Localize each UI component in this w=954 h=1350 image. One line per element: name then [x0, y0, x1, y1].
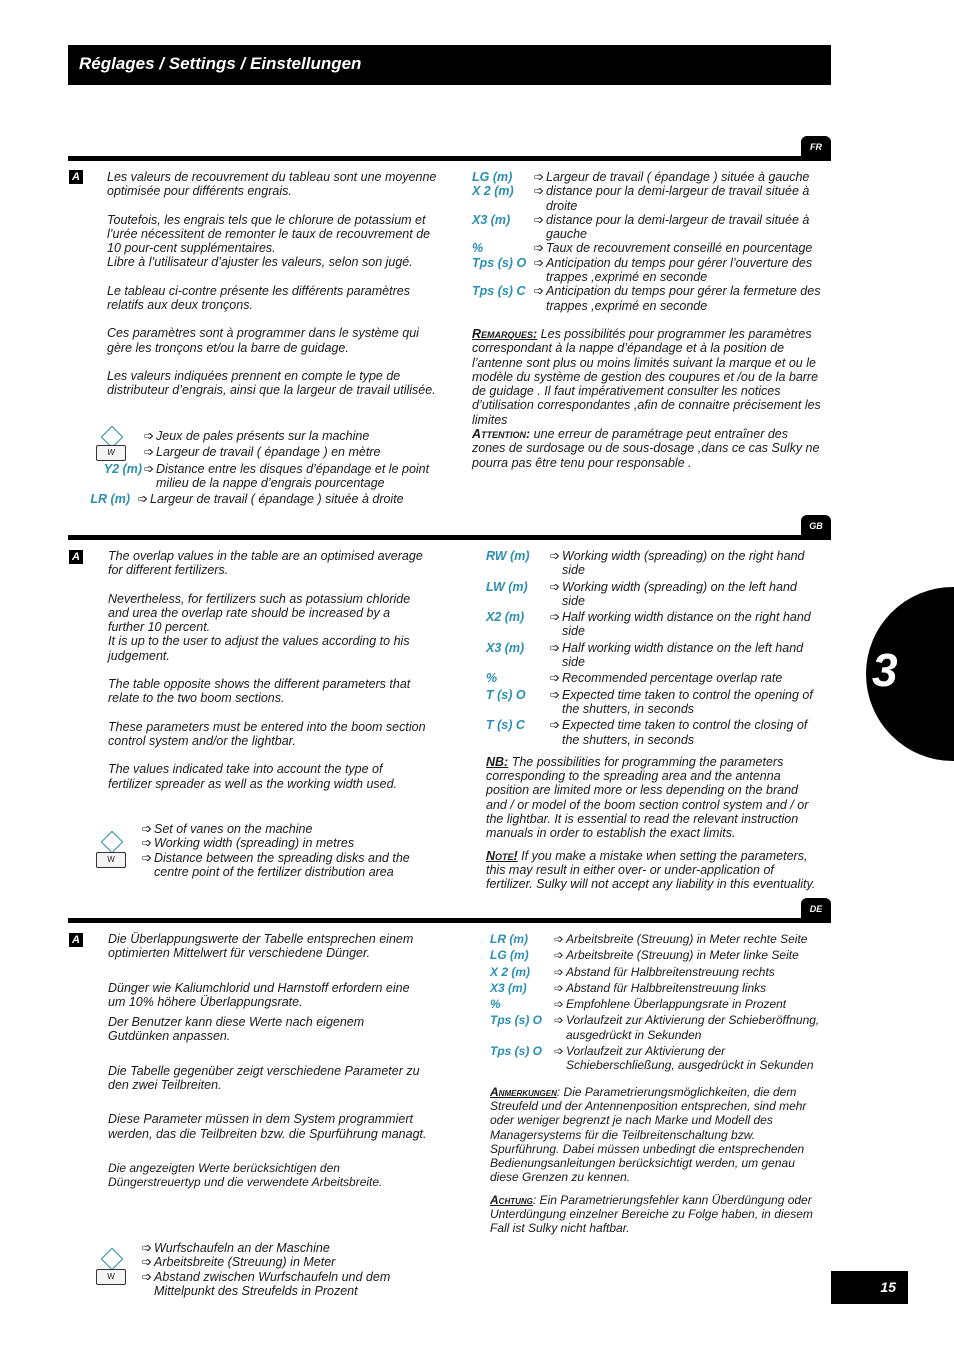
- de-achtung: [490, 1193, 820, 1236]
- de-para-2: Dünger wie Kaliumchlorid und Harnstoff erfordern eine um 10% höhere Überlappungsrate.: [108, 980, 410, 1009]
- gb-para-1: The overlap values in the table are an optimised average for different fertilizers.: [108, 549, 423, 578]
- de-right-column: [490, 932, 820, 1236]
- gb-def-row: X3 (m) ➩ Half working width distance on the left hand side: [486, 640, 804, 670]
- de-para-6: Die angezeigten Werte berücksichtigen den Düngerstreuertyp und die verwendete Arbeitsbreite.: [108, 1160, 383, 1190]
- gb-def-row: RW (m) ➩ Working width (spreading) on the right hand side: [486, 549, 805, 578]
- gb-note-text: If you make a mistake when setting the parameters, this may result in either over- or under-application of fertilizer. Sulky will not accept any liability in this eventuality.: [486, 848, 816, 892]
- de-def-row: Tps (s) O ➩ Vorlaufzeit zur Aktivierung der Schieberschließung, ausgedrückt in Sekunden: [490, 1044, 814, 1073]
- fr-legend-code-lr: LR (m): [90, 492, 130, 507]
- gb-def-row: X2 (m) ➩ Half working width distance on the right hand side: [486, 610, 811, 639]
- de-def-row: X3 (m) ➩ Abstand für Halbbreitenstreuung links: [490, 980, 767, 995]
- de-left-column: [108, 932, 428, 1204]
- working-width-icon: W: [96, 445, 126, 461]
- fr-def-row: Tps (s) O ➩ Anticipation du temps pour gérer l’ouverture des trappes ,exprimé en seconde: [472, 255, 813, 285]
- fr-remarks: [472, 327, 822, 427]
- fr-legend-code-y2: Y2 (m): [103, 461, 142, 476]
- fr-legend-text-1: Jeux de pales présents sur la machine: [156, 429, 370, 443]
- fr-para-5: Ces paramètres sont à programmer dans le système qui gère les tronçons et/ou la barre de guidage.: [107, 326, 419, 355]
- fr-def-row: Tps (s) C ➩ Anticipation du temps pour gérer la fermeture des trappes ,exprimé en seconde: [472, 284, 821, 313]
- page-title: Réglages / Settings / Einstellungen: [79, 54, 362, 73]
- de-legend-row-2: ➩ Arbeitsbreite (Streuung) in Meter: [141, 1255, 336, 1270]
- fr-para-2: Toutefois, les engrais tels que le chlorure de potassium et l’urée nécessitent de remonter le taux de recouvrement de 10 pour-cent supplémentaires.: [107, 212, 431, 256]
- fr-def-row: X3 (m) ➩ distance pour la demi-largeur de travail située à gauche: [472, 212, 810, 242]
- fr-attention-text: une erreur de paramétrage peut entraîner des zones de surdosage ou de sous-dosage ,dans ce cas Sulky ne pourra pas être tenu pour responsable .: [472, 427, 820, 470]
- de-def-row: LR (m) ➩ Arbeitsbreite (Streuung) in Meter rechte Seite: [490, 932, 808, 946]
- fr-para-3: Libre à l’utilisateur d’ajuster les valeurs, selon son jugé.: [107, 255, 413, 270]
- fr-para-1: Les valeurs de recouvrement du tableau sont une moyenne optimisée pour différents engrais.: [107, 170, 437, 199]
- lang-tab-de: DE: [801, 898, 831, 920]
- gb-para-6: The values indicated take into account the type of fertilizer spreader as well as the working width used.: [108, 762, 398, 791]
- fr-def-row: % ➩ Taux de recouvrement conseillé en pourcentage: [472, 241, 813, 256]
- de-anmerkungen-text: : Die Parametrierungsmöglichkeiten, die dem Streufeld und der Antennenposition entsprechen, sind mehr oder weniger begrenzt je nach Marke und Modell des Managersystems für die Teilbreitenschaltung bzw. Spurführung. Dabei müssen unbedingt die entsprechenden Bedienungsanleitungen berücksichtigt werden, um genau diese Grenzen zu kennen.: [490, 1084, 807, 1185]
- section-marker-de: A: [69, 933, 83, 947]
- section-divider-gb: [68, 535, 831, 540]
- working-width-icon: W: [96, 1269, 126, 1285]
- fr-para-6: Les valeurs indiquées prennent en compte le type de distributeur d’engrais, ainsi que la largeur de travail utilisée.: [107, 368, 436, 398]
- gb-nb-text: The possibilities for programming the parameters corresponding to the spreading area and the antenna position are limited more or less depending on the brand and / or model of the boom section control system and / or the lightbar. It is essential to read the relevant instruction manuals in order to establish the exact limits.: [486, 754, 809, 841]
- fr-legend-row-4: LR (m) ➩ Largeur de travail ( épandage ) située à droite: [82, 492, 432, 506]
- fr-legend-text-2: Largeur de travail ( épandage ) en mètre: [156, 445, 381, 460]
- fr-attention: [472, 427, 822, 470]
- page-header-bar: [68, 45, 831, 85]
- gb-nb-label: NB:: [486, 754, 509, 769]
- section-divider-de: [68, 918, 831, 923]
- de-legend: [94, 1241, 424, 1298]
- chapter-number: 3: [872, 644, 898, 696]
- fr-legend-row-2: W ➩ Largeur de travail ( épandage ) en mètre: [82, 445, 432, 459]
- de-def-row: Tps (s) O ➩ Vorlaufzeit zur Aktivierung der Schieberöffnung, ausgedrückt in Sekunden: [490, 1013, 820, 1042]
- page-number: 15: [831, 1271, 908, 1304]
- fr-legend: [82, 429, 432, 506]
- fr-right-column: [472, 170, 822, 470]
- gb-right-column: [486, 549, 816, 892]
- de-anmerkungen-label: Anmerkungen: [490, 1084, 557, 1099]
- de-para-1: Die Überlappungswerte der Tabelle entsprechen einem optimierten Mittelwert für verschiedene Dünger.: [108, 932, 414, 961]
- gb-para-5: These parameters must be entered into the boom section control system and/or the lightbar.: [108, 719, 426, 748]
- de-def-row: LG (m) ➩ Arbeitsbreite (Streuung) in Meter linke Seite: [490, 948, 799, 963]
- gb-note-label: Note!: [486, 848, 518, 863]
- de-para-5: Diese Parameter müssen in dem System programmiert werden, das die Teilbreiten bzw. die Spurführung managt.: [108, 1112, 427, 1141]
- gb-def-row: LW (m) ➩ Working width (spreading) on the left hand side: [486, 579, 797, 608]
- fr-legend-text-3: Distance entre les disques d’épandage et le point milieu de la nappe d’engrais pourcentage: [156, 461, 430, 490]
- gb-left-column: [108, 549, 428, 805]
- gb-def-row: T (s) C ➩ Expected time taken to control the closing of the shutters, in seconds: [486, 718, 808, 747]
- lang-tab-fr: FR: [801, 136, 831, 158]
- fr-legend-row-1: ➩ Jeux de pales présents sur la machine: [82, 429, 432, 443]
- de-def-row: X 2 (m) ➩ Abstand für Halbbreitenstreuung rechts: [490, 964, 775, 979]
- section-marker-fr: A: [69, 170, 83, 184]
- de-anmerkungen: [490, 1085, 820, 1185]
- gb-legend-row-3: ➩ Distance between the spreading disks and the centre point of the fertilizer distribution area: [141, 850, 410, 879]
- working-width-icon: W: [96, 852, 126, 868]
- fr-def-row: X 2 (m) ➩ distance pour la demi-largeur de travail située à droite: [472, 184, 810, 213]
- de-para-3: Der Benutzer kann diese Werte nach eigenem Gutdünken anpassen.: [108, 1015, 365, 1044]
- chapter-tab: [866, 587, 954, 761]
- de-legend-row-1: ➩ Wurfschaufeln an der Maschine: [141, 1241, 330, 1255]
- gb-note: [486, 849, 816, 892]
- lang-tab-gb: GB: [801, 515, 831, 537]
- gb-def-row: % ➩ Recommended percentage overlap rate: [486, 671, 783, 686]
- gb-legend-row-2: ➩ Working width (spreading) in metres: [141, 836, 355, 851]
- gb-para-3: It is up to the user to adjust the values according to his judgement.: [108, 634, 410, 663]
- de-legend-row-3: ➩ Abstand zwischen Wurfschaufeln und dem Mittelpunkt des Streufelds in Prozent: [141, 1269, 391, 1298]
- fr-para-4: Le tableau ci-contre présente les différents paramètres relatifs aux deux tronçons.: [107, 283, 410, 313]
- fr-legend-text-4: Largeur de travail ( épandage ) située à droite: [150, 492, 404, 507]
- gb-nb: [486, 755, 816, 841]
- fr-legend-row-3: Y2 (m) ➩ Distance entre les disques d’épandage et le point milieu de la nappe d’engrais pourcentage: [82, 462, 432, 491]
- de-achtung-label: Achtung: [490, 1192, 533, 1207]
- fr-remarks-label: Remarques:: [472, 326, 538, 341]
- fr-left-column: [107, 170, 437, 412]
- gb-para-2: Nevertheless, for fertilizers such as potassium chloride and urea the overlap rate should be increased by a further 10 percent.: [108, 591, 411, 635]
- de-def-row: % ➩ Empfohlene Überlappungsrate in Prozent: [490, 997, 787, 1012]
- gb-para-4: The table opposite shows the different parameters that relate to the two boom sections.: [108, 677, 411, 706]
- section-divider-fr: [68, 156, 831, 161]
- gb-legend-row-1: ➩ Set of vanes on the machine: [141, 822, 313, 836]
- fr-attention-label: Attention:: [472, 427, 531, 442]
- de-para-4: Die Tabelle gegenüber zeigt verschiedene Parameter zu den zwei Teilbreiten.: [108, 1063, 420, 1093]
- gb-def-row: T (s) O ➩ Expected time taken to control the opening of the shutters, in seconds: [486, 687, 813, 716]
- fr-remarks-text: Les possibilités pour programmer les paramètres correspondant à la nappe d’épandage et à la position de l’antenne sont plus ou moins limités suivant la marque et ou le modèle du système de gestion des coupures et /ou de la barre de guidage . Il faut impérativement consulter les notices d’utilisation correspondantes ,afin de connaitre précisement les limites: [472, 326, 821, 427]
- gb-legend: [94, 822, 424, 879]
- section-marker-gb: A: [69, 550, 83, 564]
- de-achtung-text: : Ein Parametrierungsfehler kann Überdüngung oder Unterdüngung einzelner Bereiche zu Folge haben, in diesem Fall ist Sulky nicht haftbar.: [490, 1192, 813, 1236]
- fr-def-row: LG (m) ➩ Largeur de travail ( épandage ) située à gauche: [472, 170, 810, 184]
